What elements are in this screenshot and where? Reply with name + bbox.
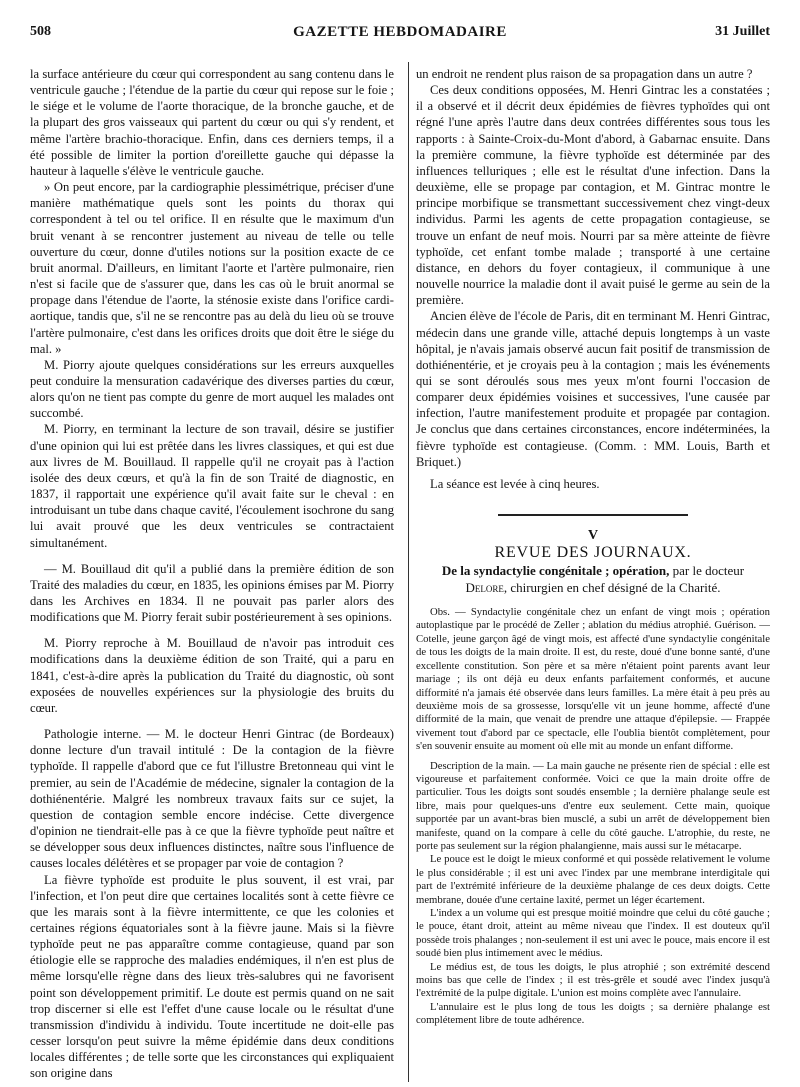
article-title-rest: par le docteur	[672, 563, 745, 579]
paragraph: La fièvre typhoïde est produite le plus souvent, il est vrai, par l'infection, et l'on peut dire que certaines localités sont à cette fièvre ce que les marais sont à la fièvre intermittente, ce que les colonies et certaines régions équatoriales sont à la fièvre jaune. Mais si la fièvre typhoïde peut ne pas apparaître comme contagieuse, quand par son étiologie elle se rapproche des maladies endémiques, il n'en est plus de même lorsqu'elle règne dans des lieux très-salubres qui ne favorisent point son développement primitif. Le doute est permis quand on ne sait trop discerner si elle est l'effet d'une cause locale ou le résultat d'une transmission d'individu à individu. Toute incertitude ne doit-elle pas cesser lorsqu'on peut suivre la même épidémie dans deux conditions locales différentes ; de telle sorte que les circonstances qui expliquaient son origine dans	[30, 872, 394, 1081]
column-divider	[408, 62, 409, 1082]
paragraph: L'annulaire est le plus long de tous les doigts ; sa dernière phalange est complétement libre de toute adhérence.	[416, 1000, 770, 1027]
author-role: , chirurgien en chef désigné de la Charité.	[503, 580, 721, 596]
paragraph: L'index a un volume qui est presque moitié moindre que celui du côté gauche ; le pouce, étant droit, atteint au même niveau que l'index. Il est douteux qu'il possède trois phalanges ; non-seulement il est uni avec le pouce, mais encore il est soudé bien plus intimement avec le médius.	[416, 907, 770, 960]
section-title: REVUE DES JOURNAUX.	[494, 544, 692, 562]
paragraph: — M. Bouillaud dit qu'il a publié dans la première édition de son Traité des maladies du cœur, en 1835, les opinions émises par M. Piorry dans les Archives en 1834. Il ne pouvait pas parler alors des modifications que M. Piorry ferait subir postérieurement à ses opinions.	[30, 561, 394, 625]
issue-date: 31 Juillet	[715, 24, 770, 39]
left-column	[30, 66, 394, 1082]
paragraph: M. Piorry reproche à M. Bouillaud de n'avoir pas introduit ces modifications dans la deuxième édition de son Traité, qui a paru en 1841, c'est-à-dire après la publication du Traité du diagnostic, où sont exposées de nouvelles expériences sur la physiologie des bruits du cœur.	[30, 636, 394, 715]
paragraph: M. Piorry ajoute quelques considérations sur les erreurs auxquelles peut conduire la mensuration cadavérique des diverses parties du cœur, alors qu'on ne tient pas compte du genre de mort auquel les malades ont succombé.	[30, 357, 394, 421]
session-close: La séance est levée à cinq heures.	[430, 476, 600, 491]
paragraph: Description de la main. — La main gauche ne présente rien de spécial : elle est vigoureuse et parfaitement conformée. Voici ce que la main droite offre de particulier. Tous les doigts sont soudés ensemble ; la dernière phalange seule est libre, mais pour quelques-uns d'entre eux seulement. Cette main, quoique supportée par un avant-bras bien musclé, a subi un arrêt de développement bien manifeste, quand on la compare à celle du côté gauche. L'atrophie, du reste, ne porte pas seulement sur la région phalangienne, mais aussi sur le métacarpe.	[416, 759, 770, 852]
section-number: V	[587, 528, 599, 544]
paragraph: la surface antérieure du cœur qui correspondent au sang contenu dans le ventricule gauche ; l'étendue de la partie du cœur qui repose sur le foie ; le siége et le volume de l'aorte thoracique, de la bronche gauche, et de la plupart des gros vaisseaux qui partent du cœur ou qui s'y rendent, et même l'artère brachio-thoracique. Enfin, dans ces derniers temps, il a été possible de limiter la portion d'oreillette gauche qui dépasse la hauteur à laquelle s'élève le ventricule gauche.	[30, 67, 394, 178]
article-title	[416, 562, 770, 596]
paragraph: Pathologie interne. — M. le docteur Henri Gintrac (de Bordeaux) donne lecture d'un travail intitulé : De la contagion de la fièvre typhoïde. Il rappelle d'abord que ce fut l'illustre Bretonneau qui vint le premier, au sein de l'Académie de médecine, signaler la contagion de la dothiénentérie. Malgré les nombreux travaux faits sur ce sujet, la question de contagion semble encore indécise. Cette divergence d'opinion ne tiendrait-elle pas à ce que la fièvre typhoïde peut naître et se développer sous deux influences distinctes, naître sous l'influence de causes locales délétères et se propager par voie de contagion ?	[30, 727, 394, 871]
paragraph: Ces deux conditions opposées, M. Henri Gintrac les a constatées ; il a observé et il décrit deux épidémies de fièvres typhoïdes qui ont régné l'une après l'autre dans deux contrées différentes sous tous les rapports : à Sainte-Croix-du-Mont d'abord, à Gabarnac ensuite. Dans la première commune, la fièvre typhoïde est déterminée par des influences telluriques ; elle est le résultat d'une infection. Dans la deuxième, elle se propage par contagion, et M. Gintrac montre le principe morbifique se transmettant successivement chez vingt-deux individus. Parmi les agents de cette propagation contagieuse, se trouve un enfant de neuf mois. Nourri par sa mère atteinte de fièvre typhoïde, cet enfant tombe malade ; transporté à une certaine distance, en dehors du foyer contagieux, il communique à une nouvelle nourrice la maladie dont il avait puisé le germe au sein de la première.	[416, 83, 770, 308]
paragraph: Obs. — Syndactylie congénitale chez un enfant de vingt mois ; opération autoplastique par le procédé de Zeller ; ablation du médius atrophié. Guérison. — Cotelle, jeune garçon âgé de vingt mois, est affecté d'une syndactylie congénitale de tous les doigts de la main droite. Il est, du reste, doué d'une bonne santé, d'une excellente constitution. Son père et sa mère n'étaient point parents avant leur mariage ; ils ont déjà eu deux enfants parfaitement conformés, et aucune difformité n'a jamais été observée dans leurs familles. La mère était à peu près au deuxième mois de sa grossesse, lorsqu'elle vit un jeune homme, affecté d'une difformité de la main, que venait de prendre une attaque d'épilepsie. — Frappée vivement tout d'abord par ce spectacle, elle l'oublia bientôt complètement, pour s'en souvenir ensuite au moment où elle mit au monde un enfant difforme.	[416, 606, 770, 753]
page-number: 508	[30, 24, 51, 39]
article-title-bold: De la syndactylie congénitale ; opération,	[441, 563, 670, 579]
journal-title: GAZETTE HEBDOMADAIRE	[293, 24, 507, 40]
section-rule	[498, 514, 688, 516]
paragraph: Ancien élève de l'école de Paris, dit en terminant M. Henri Gintrac, médecin dans une grande ville, attaché depuis longtemps à un vaste hôpital, je n'avais jamais observé aucun fait positif de transmission de dothiénentérie, et je croyais peu à la contagion ; mais les événements qui se sont déroulés sous mes yeux m'ont fourni l'occasion de comparer deux épidémies voisines et successives, l'une causée par infection, l'autre manifestement produite et propagée par contagion. Je conclus que dans certaines circonstances, encore indéterminées, la fièvre typhoïde est contagieuse. (Comm. : MM. Louis, Barth et Briquet.)	[416, 309, 770, 469]
paragraph: un endroit ne rendent plus raison de sa propagation dans un autre ?	[416, 67, 753, 81]
author-name: Delore	[465, 580, 504, 596]
page-header	[30, 24, 770, 44]
paragraph: Le pouce est le doigt le mieux conformé et qui possède relativement le volume le plus considérable ; il est uni avec l'index par une membrane interdigitale qui part de l'extrémité inférieure de la deuxième phalange de ces deux doigts. Cette membrane, douée d'une certaine laxité, permet un léger écartement.	[416, 853, 770, 906]
paragraph: Le médius est, de tous les doigts, le plus atrophié ; son extrémité descend moins bas que celle de l'index ; il est très-grêle et soudé avec l'index jusqu'à l'extrémité de la pulpe digitale. L'union est moins complète avec l'annulaire.	[416, 960, 770, 1000]
paragraph: M. Piorry, en terminant la lecture de son travail, désire se justifier d'une opinion qui lui est prêtée dans les livres classiques, et qui est due aux livres de M. Bouillaud. Il rappelle qu'il ne croyait pas à l'action isolée des deux cœurs, et qu'à la fin de son Traité de diagnostic, en 1837, il rapportait une expérience qu'il avait faite sur le cheval : en introduisant un tube dans chaque cavité, l'écoulement isochrone du sang lui avait prouvé que les deux ventricules se contractaient simultanément.	[30, 422, 394, 550]
paragraph: » On peut encore, par la cardiographie plessimétrique, préciser d'une manière mathématique quels sont les points du thorax qui correspondent à tel ou tel orifice. Il en résulte que le maximum d'un bruit venant à se rencontrer justement au niveau de telle ou telle ouverture du cœur, donne d'utiles notions sur la position exacte de ce bruit anormal. D'ailleurs, en limitant l'aorte et l'artère pulmonaire, rien n'est si facile que de s'assurer que, dans les cas où le bruit anormal se propage dans l'étendue de l'aorte, la sténosie existe dans l'orifice cardi-aortique, tandis que, s'il ne se rencontre pas au delà du lieu où se trouve l'artère pulmonaire, c'est dans les orifices droits que doit être le siége du mal. »	[30, 180, 394, 356]
right-column	[416, 66, 770, 1028]
